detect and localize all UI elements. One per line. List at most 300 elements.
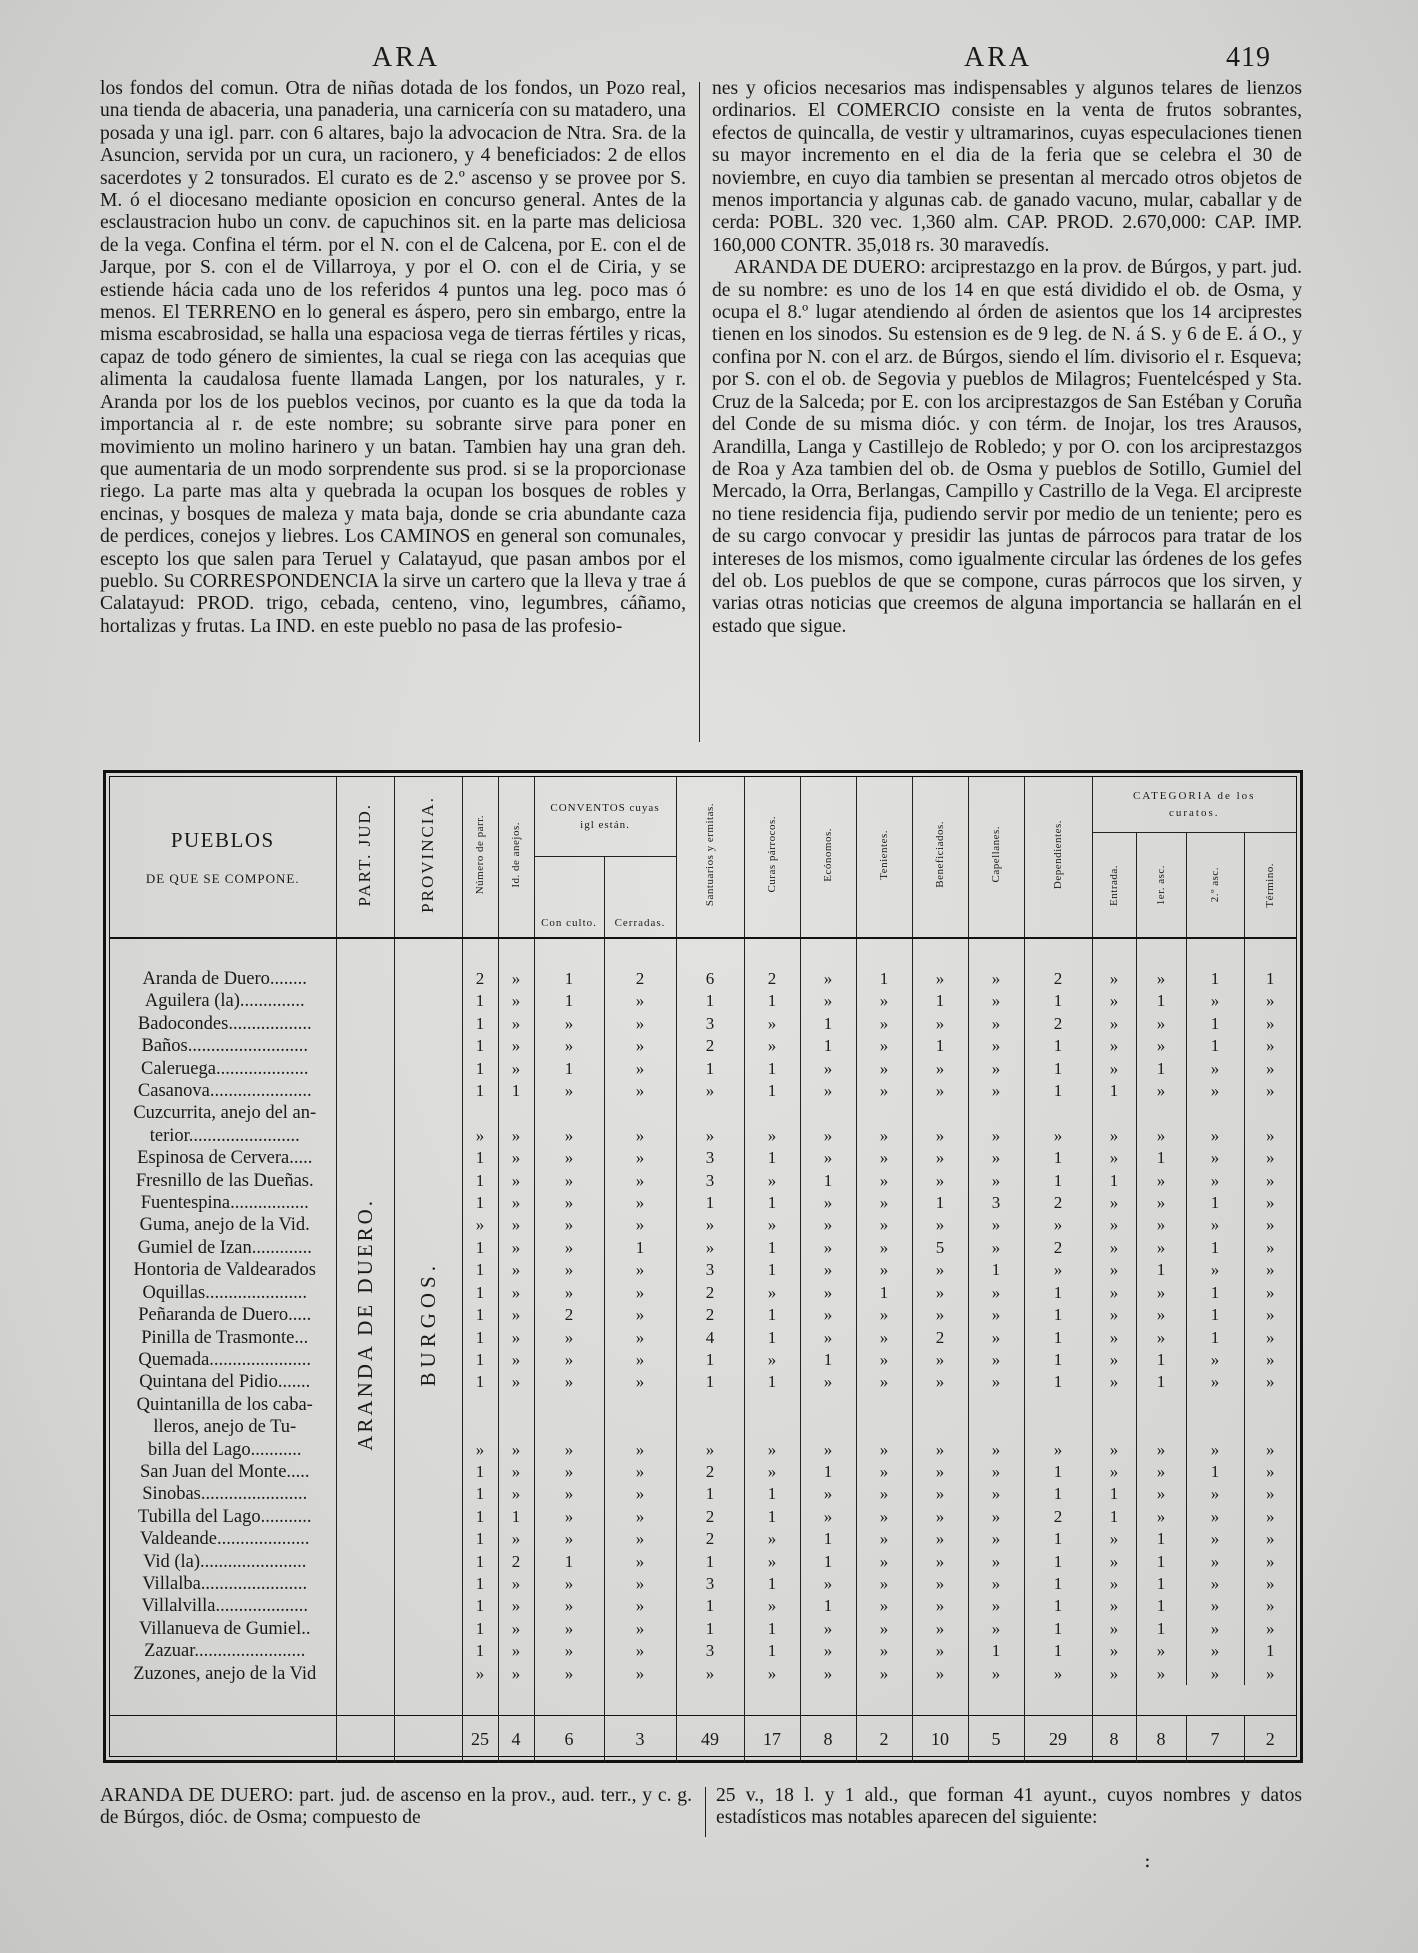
table-cell: »: [856, 1058, 912, 1080]
table-cell: 1: [1186, 1461, 1244, 1483]
table-cell: »: [498, 1214, 534, 1236]
column-divider: [699, 82, 700, 742]
table-cell: 1: [1024, 1282, 1092, 1304]
table-cell: 1: [1136, 1371, 1186, 1393]
table-cell: »: [800, 1058, 856, 1080]
table-cell: »: [800, 1640, 856, 1662]
page-number: 419: [1226, 42, 1271, 73]
table-row: [110, 1214, 1296, 1236]
table-cell: »: [604, 1483, 676, 1505]
table-cell: »: [856, 1461, 912, 1483]
table-cell: »: [856, 1035, 912, 1057]
table-cell: »: [1092, 1013, 1136, 1035]
table-cell: »: [912, 1282, 968, 1304]
table-cell: »: [744, 1125, 800, 1147]
table-row: [110, 1528, 1296, 1550]
table-cell: 1: [462, 1640, 498, 1662]
table-cell: »: [800, 1147, 856, 1169]
town-name: San Juan del Monte.....: [139, 1461, 310, 1482]
table-cell: 1: [1024, 1035, 1092, 1057]
table-cell: »: [1186, 1663, 1244, 1685]
table-cell: 1: [1136, 1528, 1186, 1550]
table-cell: 1: [498, 1506, 534, 1528]
table-cell: 2: [1024, 1013, 1092, 1035]
table-cell: »: [534, 1371, 604, 1393]
table-cell: »: [1244, 1304, 1296, 1326]
table-row: [110, 1394, 1296, 1416]
town-name: Tubilla del Lago...........: [137, 1506, 312, 1527]
table-cell: »: [1092, 1125, 1136, 1147]
table-cell: »: [968, 1371, 1024, 1393]
table-cell: »: [1092, 1528, 1136, 1550]
table-cell: »: [856, 1327, 912, 1349]
table-row: [110, 1439, 1296, 1461]
table-cell: »: [1092, 1371, 1136, 1393]
table-row: [110, 968, 1296, 990]
table-cell: »: [498, 1483, 534, 1505]
header-beneficiados: Beneficiados.: [912, 777, 968, 938]
header-termino: Término.: [1264, 862, 1277, 908]
table-cell: »: [856, 1349, 912, 1371]
town-name: Zuzones, anejo de la Vid: [133, 1663, 317, 1684]
table-cell: »: [534, 1327, 604, 1349]
table-cell: »: [968, 1013, 1024, 1035]
totals-row: [110, 1715, 1296, 1763]
table-cell: 1: [462, 1192, 498, 1214]
table-cell: »: [856, 1506, 912, 1528]
table-cell: »: [968, 1080, 1024, 1102]
table-cell: 1: [800, 1528, 856, 1550]
table-cell: »: [856, 1528, 912, 1550]
table-cell: »: [604, 1035, 676, 1057]
table-cell: 1: [1092, 1483, 1136, 1505]
table-row: [110, 1058, 1296, 1080]
town-name: Espinosa de Cervera.....: [137, 1148, 313, 1169]
table-cell: »: [498, 1058, 534, 1080]
table-cell: »: [968, 1035, 1024, 1057]
table-cell: 1: [462, 1483, 498, 1505]
table-cell: 1: [676, 1371, 744, 1393]
table-cell: »: [968, 1595, 1024, 1617]
table-cell: [462, 1394, 498, 1416]
table-cell: 1: [744, 1640, 800, 1662]
header-parroquias: Número de parr.: [462, 777, 498, 938]
town-name: Fresnillo de las Dueñas.: [135, 1170, 314, 1191]
table-cell: »: [800, 1573, 856, 1595]
table-cell: »: [1244, 1237, 1296, 1259]
table-row: [110, 1327, 1296, 1349]
table-cell: »: [1244, 1125, 1296, 1147]
table-cell: 1: [912, 1035, 968, 1057]
table-cell: »: [1244, 1147, 1296, 1169]
table-cell: »: [1136, 1483, 1186, 1505]
table-cell: 1: [1024, 1573, 1092, 1595]
table-cell: 3: [676, 1640, 744, 1662]
table-cell: 1: [968, 1259, 1024, 1281]
table-cell: »: [1186, 1573, 1244, 1595]
table-cell: »: [744, 1349, 800, 1371]
table-cell: »: [604, 1282, 676, 1304]
table-cell: [800, 1102, 856, 1124]
table-cell: »: [1244, 1035, 1296, 1057]
table-cell: »: [462, 1663, 498, 1685]
total-cell: 49: [676, 1715, 744, 1763]
table-cell: »: [534, 1483, 604, 1505]
table-cell: 1: [534, 968, 604, 990]
town-name: terior........................: [149, 1125, 300, 1146]
table-cell: 1: [800, 1170, 856, 1192]
table-cell: »: [498, 1349, 534, 1371]
table-cell: »: [1024, 1214, 1092, 1236]
total-cell: 25: [462, 1715, 498, 1763]
town-name: Peñaranda de Duero.....: [138, 1305, 312, 1326]
town-name: Badocondes..................: [137, 1013, 312, 1034]
table-cell: 1: [1136, 1259, 1186, 1281]
table-cell: »: [498, 1618, 534, 1640]
town-name: Baños..........................: [141, 1036, 308, 1057]
table-cell: 1: [1024, 1640, 1092, 1662]
table-cell: »: [856, 1170, 912, 1192]
table-cell: »: [1136, 1663, 1186, 1685]
table-cell: »: [498, 990, 534, 1012]
table-cell: 1: [676, 1595, 744, 1617]
table-cell: »: [968, 1304, 1024, 1326]
table-cell: »: [498, 1327, 534, 1349]
table-cell: »: [856, 1371, 912, 1393]
table-cell: »: [912, 1170, 968, 1192]
table-cell: »: [1244, 1483, 1296, 1505]
table-cell: »: [1244, 1595, 1296, 1617]
total-cell: 7: [1186, 1715, 1244, 1763]
table-cell: 1: [462, 1595, 498, 1617]
table-cell: 1: [462, 1528, 498, 1550]
town-name: Villalba.......................: [142, 1573, 308, 1594]
table-cell: »: [856, 1237, 912, 1259]
table-cell: 1: [744, 1618, 800, 1640]
table-cell: »: [462, 1214, 498, 1236]
table-cell: »: [968, 968, 1024, 990]
table-cell: [968, 1102, 1024, 1124]
table-cell: [1244, 1416, 1296, 1438]
table-cell: »: [1244, 1349, 1296, 1371]
table-cell: 2: [676, 1528, 744, 1550]
table-cell: »: [1136, 1080, 1186, 1102]
table-cell: »: [498, 1125, 534, 1147]
table-cell: »: [604, 1013, 676, 1035]
table-cell: 4: [676, 1327, 744, 1349]
table-cell: »: [968, 1237, 1024, 1259]
table-cell: »: [1186, 1170, 1244, 1192]
table-cell: »: [800, 1259, 856, 1281]
table-cell: »: [744, 1214, 800, 1236]
table-cell: 3: [676, 1573, 744, 1595]
table-cell: 1: [676, 1058, 744, 1080]
table-cell: »: [1244, 1573, 1296, 1595]
table-cell: »: [604, 1371, 676, 1393]
table-cell: 1: [744, 1259, 800, 1281]
table-cell: »: [744, 1439, 800, 1461]
table-cell: »: [604, 1349, 676, 1371]
table-cell: 1: [462, 1327, 498, 1349]
table-cell: »: [912, 1640, 968, 1662]
table-cell: »: [744, 1663, 800, 1685]
table-cell: »: [1244, 1192, 1296, 1214]
table-cell: 2: [912, 1327, 968, 1349]
table-row: [110, 1035, 1296, 1057]
table-cell: »: [968, 1125, 1024, 1147]
table-cell: 1: [1244, 1640, 1296, 1662]
table-cell: 1: [1136, 1573, 1186, 1595]
table-row: [110, 1170, 1296, 1192]
table-cell: »: [1136, 1013, 1186, 1035]
table-cell: 1: [1024, 1483, 1092, 1505]
town-name: Guma, anejo de la Vid.: [139, 1215, 310, 1236]
table-cell: »: [534, 1214, 604, 1236]
table-cell: »: [1186, 1147, 1244, 1169]
table-cell: »: [534, 1013, 604, 1035]
table-cell: »: [912, 1483, 968, 1505]
table-cell: »: [498, 1528, 534, 1550]
table-cell: 1: [676, 1349, 744, 1371]
table-cell: »: [1186, 1439, 1244, 1461]
table-cell: [744, 1394, 800, 1416]
table-cell: »: [1244, 1214, 1296, 1236]
total-cell: 8: [800, 1715, 856, 1763]
table-cell: [968, 1394, 1024, 1416]
table-cell: [1024, 1394, 1092, 1416]
table-cell: [604, 1102, 676, 1124]
table-cell: »: [1186, 1640, 1244, 1662]
table-cell: 2: [462, 968, 498, 990]
table-cell: »: [676, 1237, 744, 1259]
table-cell: »: [912, 1551, 968, 1573]
table-cell: »: [604, 1058, 676, 1080]
table-cell: 1: [800, 1349, 856, 1371]
table-cell: »: [1186, 1506, 1244, 1528]
table-cell: 1: [1024, 1551, 1092, 1573]
town-name: Villalvilla....................: [141, 1596, 308, 1617]
town-name: Zazuar........................: [144, 1641, 306, 1662]
table-cell: »: [968, 1506, 1024, 1528]
table-cell: »: [1136, 1640, 1186, 1662]
table-cell: »: [1244, 1506, 1296, 1528]
header-anejos: Id. de anejos.: [498, 777, 534, 938]
table-cell: »: [912, 1080, 968, 1102]
table-cell: 1: [1136, 1058, 1186, 1080]
table-cell: [462, 1416, 498, 1438]
table-cell: 1: [462, 1282, 498, 1304]
table-cell: 1: [1024, 1058, 1092, 1080]
table-cell: »: [912, 1304, 968, 1326]
table-cell: 1: [676, 1618, 744, 1640]
table-cell: [1092, 1416, 1136, 1438]
table-cell: 1: [1024, 1595, 1092, 1617]
table-cell: 1: [1024, 1170, 1092, 1192]
table-cell: [856, 1394, 912, 1416]
table-cell: 1: [462, 1058, 498, 1080]
header-tenientes: Tenientes.: [856, 777, 912, 938]
table-row: [110, 1663, 1296, 1685]
table-cell: 3: [676, 1170, 744, 1192]
table-cell: »: [1136, 1439, 1186, 1461]
table-cell: [1136, 1394, 1186, 1416]
town-name: lleros, anejo de Tu-: [153, 1417, 297, 1438]
table-cell: »: [534, 1573, 604, 1595]
table-cell: »: [604, 1663, 676, 1685]
table-cell: [498, 1394, 534, 1416]
table-cell: »: [856, 1304, 912, 1326]
table-cell: 1: [1244, 968, 1296, 990]
table-cell: »: [1186, 1618, 1244, 1640]
header-curas: Curas párrocos.: [744, 777, 800, 938]
table-cell: 1: [462, 1371, 498, 1393]
table-cell: 1: [1136, 1551, 1186, 1573]
table-cell: [1244, 1102, 1296, 1124]
table-cell: »: [856, 1259, 912, 1281]
table-cell: »: [1186, 1214, 1244, 1236]
table-cell: »: [1244, 1461, 1296, 1483]
table-cell: »: [1244, 1259, 1296, 1281]
table-cell: 2: [1024, 1192, 1092, 1214]
table-cell: »: [534, 1595, 604, 1617]
table-cell: »: [1136, 1214, 1186, 1236]
town-name: Fuentespina.................: [140, 1193, 309, 1214]
table-cell: »: [534, 1259, 604, 1281]
table-cell: 1: [744, 1192, 800, 1214]
table-cell: »: [604, 1327, 676, 1349]
table-cell: 1: [744, 1506, 800, 1528]
table-cell: »: [800, 1237, 856, 1259]
table-cell: 2: [1024, 968, 1092, 990]
table-cell: »: [498, 1439, 534, 1461]
table-cell: 1: [1024, 1461, 1092, 1483]
table-cell: 1: [1092, 1170, 1136, 1192]
table-cell: »: [498, 1147, 534, 1169]
running-head-left: ARA: [372, 42, 441, 73]
town-name: Quemada......................: [138, 1349, 312, 1370]
table-cell: »: [968, 1214, 1024, 1236]
table-cell: »: [856, 1214, 912, 1236]
table-cell: 1: [462, 1170, 498, 1192]
table-cell: [498, 1102, 534, 1124]
table-cell: »: [604, 1573, 676, 1595]
table-cell: 1: [912, 1192, 968, 1214]
header-dependientes: Dependientes.: [1024, 777, 1092, 938]
table-cell: »: [912, 968, 968, 990]
table-cell: 3: [676, 1147, 744, 1169]
table-cell: »: [1092, 1349, 1136, 1371]
table-cell: »: [968, 1058, 1024, 1080]
town-name: Gumiel de Izan.............: [137, 1237, 312, 1258]
table-cell: »: [1244, 1013, 1296, 1035]
table-cell: »: [604, 1640, 676, 1662]
table-cell: »: [604, 1192, 676, 1214]
table-cell: 1: [1024, 1371, 1092, 1393]
table-cell: 1: [462, 1573, 498, 1595]
table-row: [110, 1125, 1296, 1147]
table-cell: [676, 1394, 744, 1416]
table-cell: »: [800, 1439, 856, 1461]
table-row: [110, 1080, 1296, 1102]
table-cell: »: [912, 1528, 968, 1550]
table-row: [110, 1259, 1296, 1281]
table-cell: »: [604, 1304, 676, 1326]
table-cell: »: [604, 1595, 676, 1617]
table-cell: »: [1244, 1618, 1296, 1640]
table-cell: [1244, 1394, 1296, 1416]
table-cell: 1: [800, 1013, 856, 1035]
table-cell: »: [1186, 1483, 1244, 1505]
table-cell: »: [856, 1573, 912, 1595]
statistics-table: [110, 777, 1296, 1763]
town-name: Caleruega....................: [141, 1058, 309, 1079]
table-cell: 2: [676, 1304, 744, 1326]
table-row: [110, 1551, 1296, 1573]
table-cell: »: [856, 1640, 912, 1662]
table-cell: »: [856, 1080, 912, 1102]
table-cell: 2: [676, 1282, 744, 1304]
table-cell: »: [462, 1439, 498, 1461]
table-cell: »: [744, 1035, 800, 1057]
table-row: [110, 1304, 1296, 1326]
table-cell: »: [1244, 1058, 1296, 1080]
table-cell: 1: [1024, 1304, 1092, 1326]
table-cell: 1: [1136, 1618, 1186, 1640]
table-cell: »: [1092, 1640, 1136, 1662]
table-row: [110, 1147, 1296, 1169]
table-cell: »: [604, 1618, 676, 1640]
total-cell: 5: [968, 1715, 1024, 1763]
total-cell: 17: [744, 1715, 800, 1763]
table-cell: 1: [462, 1013, 498, 1035]
table-cell: »: [498, 1371, 534, 1393]
town-name: Quintanilla de los caba-: [136, 1394, 313, 1415]
total-cell: 4: [498, 1715, 534, 1763]
table-cell: »: [744, 1170, 800, 1192]
town-name: Aguilera (la)..............: [144, 991, 305, 1012]
table-cell: »: [968, 1461, 1024, 1483]
ornament-dot: :: [1144, 1848, 1151, 1872]
table-cell: »: [1244, 1551, 1296, 1573]
table-cell: »: [1244, 1663, 1296, 1685]
header-conventos: CONVENTOS cuyas igl están. Con culto. Cerradas.: [534, 777, 676, 938]
table-cell: »: [912, 1125, 968, 1147]
table-cell: »: [1186, 1259, 1244, 1281]
table-cell: »: [1092, 1573, 1136, 1595]
table-cell: »: [1186, 1349, 1244, 1371]
table-cell: »: [1186, 1595, 1244, 1617]
town-name: Pinilla de Trasmonte...: [141, 1327, 309, 1348]
table-cell: »: [604, 1439, 676, 1461]
table-cell: 1: [800, 1461, 856, 1483]
table-cell: 1: [1136, 1147, 1186, 1169]
table-cell: »: [912, 1618, 968, 1640]
table-cell: [534, 1394, 604, 1416]
table-cell: »: [676, 1080, 744, 1102]
table-cell: »: [604, 1080, 676, 1102]
table-cell: 3: [676, 1259, 744, 1281]
table-cell: »: [1136, 1461, 1186, 1483]
table-cell: »: [1186, 1551, 1244, 1573]
table-cell: »: [676, 1125, 744, 1147]
table-cell: »: [1136, 1282, 1186, 1304]
table-cell: »: [1092, 1058, 1136, 1080]
table-cell: 1: [462, 1304, 498, 1326]
table-cell: »: [1136, 1170, 1186, 1192]
table-cell: »: [498, 1192, 534, 1214]
table-cell: »: [1244, 1282, 1296, 1304]
spacer-row: [110, 1685, 1296, 1715]
